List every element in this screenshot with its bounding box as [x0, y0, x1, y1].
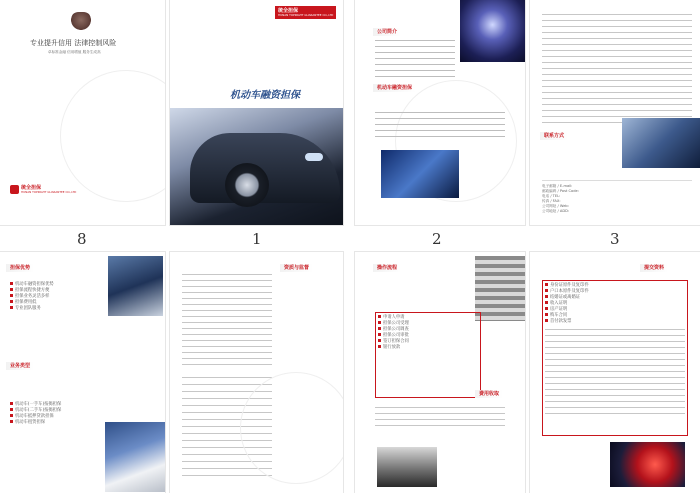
- intro-text: [375, 40, 455, 78]
- headlight: [305, 153, 323, 161]
- list-item-text: 申请人申请: [383, 315, 405, 320]
- cover-slogan: 专业提升信用 法律控制风险: [30, 39, 117, 47]
- list-item-text: 机动车(一手车)按揭担保: [15, 402, 62, 407]
- page-number: 8: [77, 230, 87, 248]
- contact-line: 传真 / FAX:: [542, 199, 561, 203]
- list-item-text: 收入证明: [550, 301, 568, 306]
- documents-text: [545, 329, 685, 419]
- service-label: 机动车融资担保: [373, 84, 416, 92]
- list-item-text: 户口本原件及复印件: [550, 289, 589, 294]
- list-item: [378, 345, 478, 351]
- silver-car-photo: [108, 256, 163, 316]
- traffic-photo: [475, 256, 525, 321]
- list-item-text: 担保费用低: [15, 300, 37, 305]
- list-item-text: 机动车(二手车)按揭担保: [15, 408, 62, 413]
- contact-line: 公司网址 / Web:: [542, 204, 569, 208]
- page-number: 2: [432, 230, 442, 248]
- list-item: [10, 306, 100, 312]
- logo-sub-text: HUNAN TOPRIGHT GUARANTEE CO.,LTD: [21, 190, 77, 194]
- page-number: 3: [610, 230, 620, 248]
- page-number: 1: [252, 230, 262, 248]
- process-page: [355, 252, 525, 493]
- car-wheel-icon: [225, 163, 269, 207]
- fee-text: [375, 407, 505, 427]
- documents-box: [542, 280, 688, 436]
- company-logo: [10, 185, 76, 194]
- car-blue-photo: [381, 150, 459, 198]
- contact-label: 联系方式: [540, 132, 568, 140]
- contact-block: [542, 184, 692, 214]
- contact-line: 邮政编码 / Post Code:: [542, 189, 579, 193]
- list-item-text: 担保公司调查: [383, 327, 409, 332]
- cover-logo-sub: HUNAN TOPRIGHT GUARANTEE CO.,LTD: [278, 13, 334, 17]
- company-text: [542, 14, 692, 124]
- front-cover-page: [170, 0, 343, 225]
- cover-logo: [275, 6, 336, 19]
- cover-logo-text: 统全担保: [278, 8, 299, 14]
- contact-line: 电子邮箱 / E-mail:: [542, 184, 573, 188]
- cover-slogan-sub: 卓标准金融 信用增值 服务生成高: [48, 50, 101, 54]
- theater-photo: [460, 0, 525, 62]
- qualification-label: 资质与监督: [280, 264, 313, 272]
- list-item-text: 房产证明: [550, 307, 568, 312]
- documents-page: [530, 252, 700, 493]
- list-item-text: 结婚证或离婚证: [550, 295, 581, 300]
- advantage-list: [10, 282, 100, 312]
- fee-label: 费用收取: [475, 390, 503, 398]
- list-item-text: 银行放款: [383, 345, 401, 350]
- advantage-page: [0, 252, 165, 493]
- list-item-text: 签订担保合同: [383, 339, 409, 344]
- list-item-text: 身份证原件及复印件: [550, 283, 589, 288]
- contact-page: [530, 0, 700, 225]
- contact-line: 公司地址 / ADD:: [542, 209, 570, 213]
- advantage-label: 担保优势: [6, 264, 34, 272]
- qualification-page: [170, 252, 343, 493]
- intro-label: 公司简介: [373, 28, 401, 36]
- logo-mark-icon: [10, 185, 19, 194]
- business-label: 业务类型: [6, 362, 34, 370]
- intro-page: [355, 0, 525, 225]
- divider: [542, 180, 692, 181]
- white-car-photo: [105, 422, 165, 492]
- list-item-text: 机动车抵押贷款担保: [15, 414, 54, 419]
- car-interior-photo: [377, 447, 437, 487]
- handshake-photo: [622, 118, 700, 168]
- car-photo: [170, 108, 343, 225]
- list-item-text: 担保流程快捷方便: [15, 288, 50, 293]
- contact-line: 电话 / TEL:: [542, 194, 561, 198]
- service-text: [375, 112, 505, 140]
- process-label: 操作流程: [373, 264, 401, 272]
- qualification-text: [182, 274, 272, 369]
- business-list: [10, 402, 105, 426]
- list-item-text: 专业团队服务: [15, 306, 41, 311]
- process-box: [375, 312, 481, 398]
- cover-title: 机动车融资担保: [230, 90, 300, 101]
- dragon-emblem-icon: [70, 12, 92, 32]
- list-item-text: 首付款发票: [550, 319, 572, 324]
- list-item-text: 担保公司受理: [383, 321, 409, 326]
- list-item-text: 担保公司审批: [383, 333, 409, 338]
- watermark-circle: [240, 372, 343, 484]
- list-item-text: 机动车租赁担保: [15, 420, 46, 425]
- back-cover-page: [0, 0, 165, 225]
- list-item-text: 担保业务灵活多样: [15, 294, 50, 299]
- watermark-circle: [60, 70, 165, 202]
- list-item-text: 购车合同: [550, 313, 568, 318]
- list-item: [545, 319, 685, 325]
- list-item-text: 机动车融资担保优势: [15, 282, 54, 287]
- documents-label: 提交资料: [640, 264, 668, 272]
- red-car-photo: [610, 442, 685, 487]
- logo-text: 统全担保: [21, 185, 42, 191]
- list-item: [10, 420, 105, 426]
